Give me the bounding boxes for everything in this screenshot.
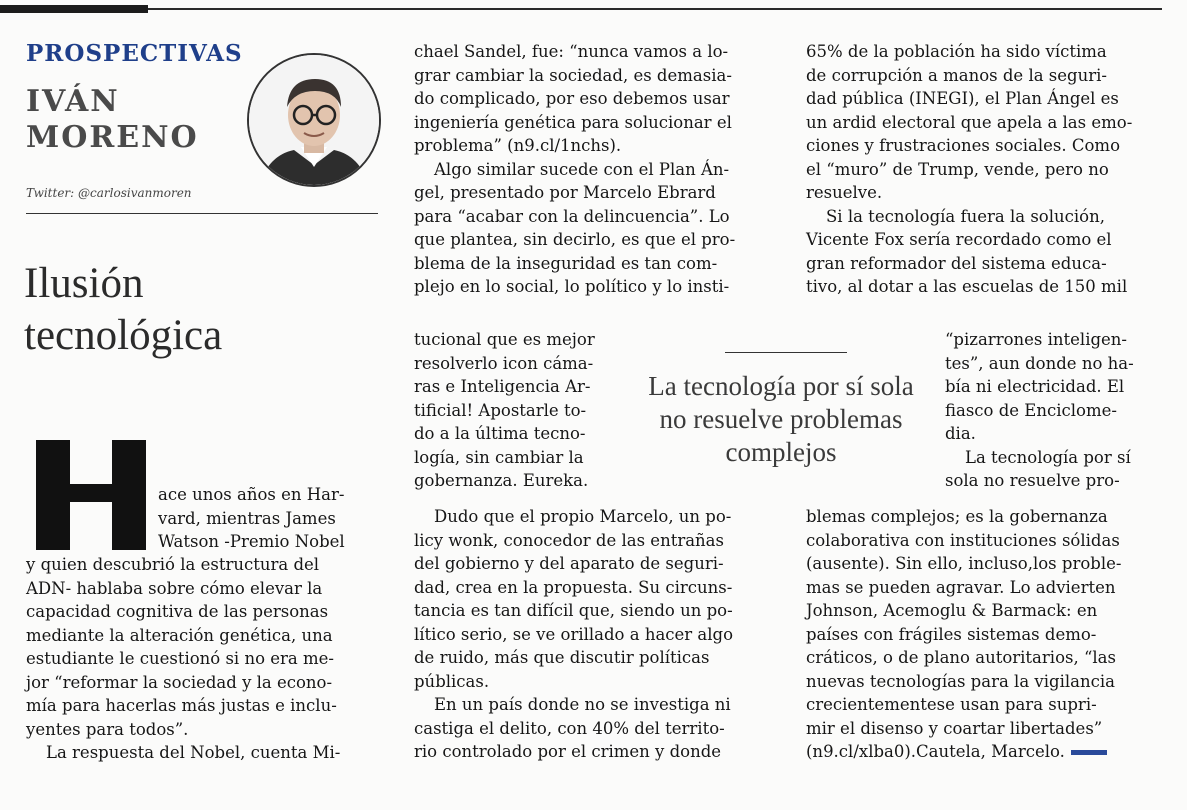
top-rule (0, 8, 1162, 10)
text-line: resolverlo icon cáma- (414, 353, 594, 373)
text-line: (ausente). Sin ello, incluso,los proble- (806, 554, 1122, 573)
drop-cap-letter (36, 440, 146, 550)
pullquote (622, 370, 940, 469)
text-line: ace unos años en Har- (158, 485, 345, 504)
twitter-handle: Twitter: @carlosivanmoren (26, 186, 192, 200)
text-line: colaborativa con instituciones sólidas (806, 530, 1120, 550)
text-line: Johnson, Acemoglu & Barmack: en (806, 601, 1098, 620)
author-name (26, 84, 199, 156)
text-line: blema de la inseguridad es tan com- (414, 253, 718, 273)
text-line: blemas complejos; es la gobernanza (806, 507, 1108, 526)
text-line: mas se pueden agravar. Lo advierten (806, 577, 1116, 597)
column-3-narrow (945, 328, 1134, 493)
text-line: fiasco de Enciclome- (945, 400, 1117, 420)
header-divider (26, 213, 378, 214)
text-line: La respuesta del Nobel, cuenta Mi- (46, 743, 341, 762)
text-line-final (806, 740, 1121, 764)
text-line: gobernanza. Eureka. (414, 471, 589, 490)
text-line: para “acabar con la delincuencia”. Lo (414, 206, 730, 226)
text-line: un ardid electoral que apela a las emo- (806, 112, 1133, 132)
text-line: rio controlado por el crimen y donde (414, 742, 722, 761)
text-line: mía para hacerlas más justas e inclu- (26, 696, 337, 715)
text-line: estudiante le cuestionó si no era me- (26, 649, 334, 668)
end-mark (1071, 750, 1107, 755)
headline (24, 258, 222, 362)
text-line: licy wonk, conocedor de las entrañas (414, 530, 724, 550)
text-line: tancia es tan difícil que, siendo un po- (414, 601, 733, 620)
text-line: gel, presentado por Marcelo Ebrard (414, 183, 716, 202)
text-line: lítico serio, se ve orillado a hacer algo (414, 624, 734, 644)
text-line: y quien descubrió la estructura del (26, 555, 320, 574)
text-line: gran reformador del sistema educa- (806, 253, 1107, 273)
text-line: Si la tecnología fuera la solución, (826, 206, 1105, 226)
text-line: resuelve. (806, 183, 883, 202)
section-label: PROSPECTIVAS (26, 40, 243, 67)
headline-line-1: Ilusión (24, 260, 144, 307)
text-line: dia. (945, 424, 976, 443)
text-line: Watson -Premio Nobel (158, 532, 345, 551)
text-line: ciones y frustraciones sociales. Como (806, 136, 1121, 155)
text-line: cráticos, o de plano autoritarios, “las (806, 648, 1116, 667)
text-line: crecientementese usan para supri- (806, 695, 1097, 714)
column-3-top (806, 40, 1132, 299)
text-line: de ruido, más que discutir políticas (414, 648, 710, 667)
column-2-top (414, 40, 735, 299)
text-line: En un país donde no se investiga ni (434, 695, 731, 714)
text-line: chael Sandel, fue: “nunca vamos a lo- (414, 42, 729, 61)
text-line: “pizarrones inteligen- (945, 330, 1127, 349)
text-line: yentes para todos”. (26, 719, 189, 739)
text-line: jor “reformar la sociedad y la econo- (26, 672, 333, 692)
text-line: tivo, al dotar a las escuelas de 150 mil (806, 277, 1128, 296)
text-line: La tecnología por sí (965, 447, 1131, 467)
text-line: de corrupción a manos de la seguri- (806, 65, 1107, 85)
column-3-bottom (806, 505, 1121, 764)
author-first-name: IVÁN (26, 84, 120, 119)
text-line: tes”, aun donde no ha- (945, 353, 1134, 373)
text-line: ras e Inteligencia Ar- (414, 377, 591, 396)
text-line: grar cambiar la sociedad, es demasia- (414, 65, 732, 85)
text-line: Vicente Fox sería recordado como el (806, 230, 1112, 249)
text-line: do complicado, por eso debemos usar (414, 89, 730, 108)
column-2-bottom (414, 505, 733, 764)
text-line: tificial! Apostarle to- (414, 400, 587, 420)
text-line: do a la última tecno- (414, 424, 586, 443)
text-line: del gobierno y del aparato de seguri- (414, 554, 724, 573)
pullquote-line: no resuelve problemas (659, 404, 903, 434)
text-line: que plantea, sin decirlo, es que el pro- (414, 230, 736, 249)
pullquote-line: complejos (725, 437, 837, 467)
text-line: bía ni electricidad. El (945, 377, 1125, 396)
text-line: 65% de la población ha sido víctima (806, 42, 1107, 61)
text-line: logía, sin cambiar la (414, 447, 584, 467)
text-line: mir el disenso y coartar libertades” (806, 718, 1103, 738)
text-line: países con frágiles sistemas demo- (806, 624, 1097, 644)
text-line: tucional que es mejor (414, 330, 595, 349)
text-line: plejo en lo social, lo político y lo insti- (414, 277, 730, 296)
pullquote-rule (725, 352, 847, 353)
text-line: castiga el delito, con 40% del territo- (414, 718, 725, 738)
text-line: dad, crea en la propuesta. Su circuns- (414, 577, 733, 597)
text-line: ingeniería genética para solucionar el (414, 112, 732, 132)
text-line: el “muro” de Trump, vende, pero no (806, 159, 1109, 179)
text-line: problema” (n9.cl/1nchs). (414, 136, 622, 155)
text-line: Dudo que el propio Marcelo, un po- (434, 507, 732, 526)
text-line: públicas. (414, 671, 490, 691)
text-line: dad pública (INEGI), el Plan Ángel es (806, 89, 1119, 108)
top-accent-bar (0, 5, 148, 13)
text-line: (n9.cl/xlba0).Cautela, Marcelo. (806, 742, 1065, 761)
column-1-body (26, 553, 340, 765)
column-1-dropcap-lines (158, 483, 345, 554)
text-line: sola no resuelve pro- (945, 471, 1120, 490)
text-line: ADN- hablaba sobre cómo elevar la (26, 578, 323, 598)
text-line: vard, mientras James (158, 508, 336, 528)
text-line: Algo similar sucede con el Plan Án- (434, 159, 730, 179)
text-line: nuevas tecnologías para la vigilancia (806, 671, 1115, 691)
author-last-name: MORENO (26, 120, 199, 155)
headline-line-2: tecnológica (24, 312, 223, 359)
pullquote-line: La tecnología por sí sola (648, 371, 914, 401)
text-line: mediante la alteración genética, una (26, 625, 333, 645)
author-photo (247, 53, 381, 187)
column-2-narrow (414, 328, 595, 493)
text-line: capacidad cognitiva de las personas (26, 602, 329, 621)
